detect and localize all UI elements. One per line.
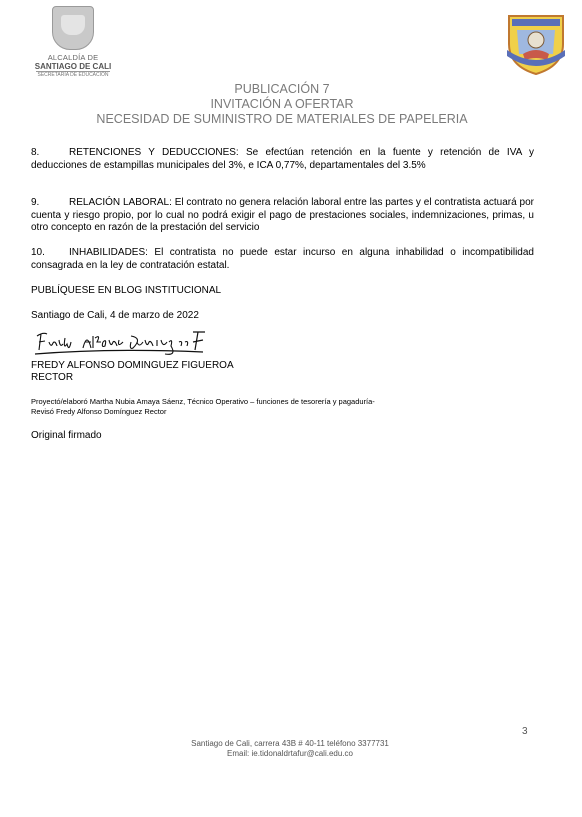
logo-line-3: SECRETARÍA DE EDUCACIÓN bbox=[37, 72, 109, 78]
logo-line-2: SANTIAGO DE CALI bbox=[34, 62, 112, 71]
logo-line-1: ALCALDÍA DE bbox=[47, 53, 99, 62]
section-inhabilidades bbox=[31, 247, 534, 272]
section-retenciones bbox=[31, 147, 534, 172]
footer-address: Santiago de Cali, carrera 43B # 40-11 teléfono 3377731 bbox=[191, 739, 389, 748]
page-number: 3 bbox=[522, 726, 528, 737]
section-text: RETENCIONES Y DEDUCCIONES: Se efectúan retención en la fuente y retención de IVA y deducciones de estampillas municipales del 3%, e ICA 0,77%, departamentales del 3.5% bbox=[31, 147, 534, 171]
footer-email: Email: ie.tidonaldrtafur@cali.edu.co bbox=[227, 749, 353, 758]
coat-of-arms-icon bbox=[52, 6, 94, 50]
credits-reviewed: Revisó Fredy Alfonso Domínguez Rector bbox=[31, 407, 167, 416]
school-crest-icon bbox=[503, 10, 569, 76]
publish-notice: PUBLÍQUESE EN BLOG INSTITUCIONAL bbox=[31, 285, 222, 296]
publication-number: PUBLICACIÓN 7 bbox=[234, 82, 330, 96]
subject-title: NECESIDAD DE SUMINISTRO DE MATERIALES DE PAPELERIA bbox=[96, 112, 468, 126]
signer-title: RECTOR bbox=[31, 372, 74, 383]
signer-name: FREDY ALFONSO DOMINGUEZ FIGUEROA bbox=[31, 360, 234, 371]
original-signed: Original firmado bbox=[31, 430, 102, 441]
credits-prepared: Proyectó/elaboró Martha Nubia Amaya Sáenz, Técnico Operativo – funciones de tesorería y pagaduría- bbox=[31, 397, 375, 406]
section-number: 10. bbox=[31, 247, 45, 258]
alcaldia-logo bbox=[30, 6, 116, 78]
section-text: INHABILIDADES: El contratista no puede estar incurso en alguna inhabilidad o incompatibilidad consagrada en la ley de contratación estatal. bbox=[31, 247, 534, 271]
invitation-title: INVITACIÓN A OFERTAR bbox=[210, 97, 354, 111]
place-date: Santiago de Cali, 4 de marzo de 2022 bbox=[31, 310, 199, 321]
handwritten-signature bbox=[33, 328, 208, 362]
section-number: 9. bbox=[31, 197, 40, 208]
section-relacion-laboral bbox=[31, 197, 534, 235]
section-number: 8. bbox=[31, 147, 40, 158]
section-text: RELACIÓN LABORAL: El contrato no genera relación laboral entre las partes y el contratista actuará por cuenta y riesgo propio, por lo cual no podrá exigir el pago de prestaciones sociales, indemnizaciones, primas, u otro concepto en razón de la prestación del servicio bbox=[31, 197, 534, 233]
